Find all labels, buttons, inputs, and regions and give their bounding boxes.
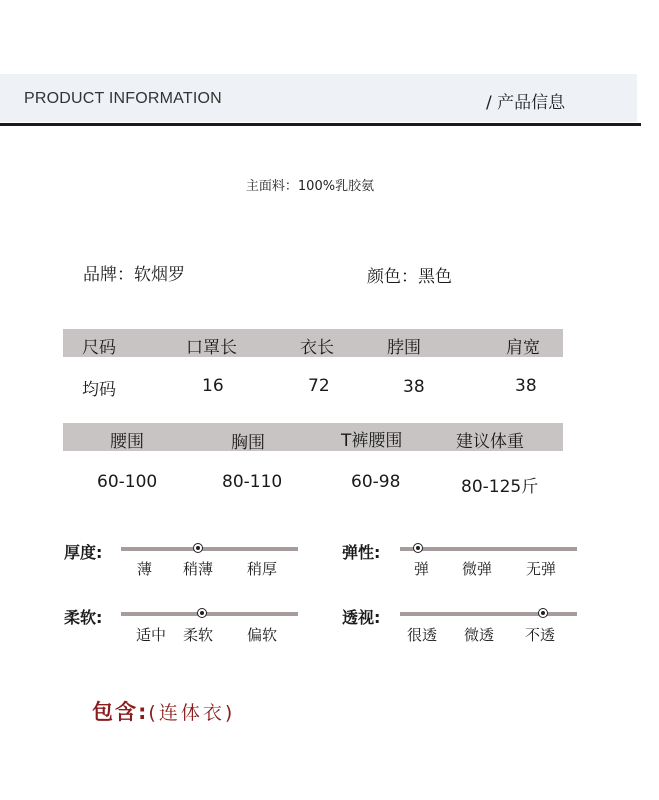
thickness-track xyxy=(121,547,298,551)
softness-option: 适中 xyxy=(136,626,167,644)
softness-marker xyxy=(197,608,207,618)
elasticity-option: 无弹 xyxy=(526,560,557,578)
thickness-option: 薄 xyxy=(137,560,153,578)
size-table-cell: 均码 xyxy=(82,380,116,400)
includes-value: (连体衣) xyxy=(148,702,236,724)
measure-table-cell: 60-100 xyxy=(97,472,158,492)
size-table-header-cell: 肩宽 xyxy=(506,338,540,358)
transparency-option: 很透 xyxy=(407,626,438,644)
size-table-cell: 72 xyxy=(308,376,330,396)
header-divider xyxy=(0,123,641,126)
material-text: 主面料：100%乳胶氨 xyxy=(245,179,375,194)
color-text: 颜色：黑色 xyxy=(367,267,452,287)
measure-table-cell: 80-110 xyxy=(222,472,283,492)
softness-label: 柔软: xyxy=(64,608,103,627)
softness-option: 柔软 xyxy=(183,626,214,644)
size-table-header-cell: 脖围 xyxy=(387,338,421,358)
elasticity-label: 弹性: xyxy=(342,543,381,562)
measure-table-cell: 80-125斤 xyxy=(461,477,539,497)
thickness-option: 稍薄 xyxy=(183,560,214,578)
thickness-option: 稍厚 xyxy=(247,560,278,578)
includes-label: 包含: xyxy=(92,700,149,724)
elasticity-option: 微弹 xyxy=(462,560,493,578)
transparency-track xyxy=(400,612,577,616)
elasticity-marker xyxy=(413,543,423,553)
softness-option: 偏软 xyxy=(247,626,278,644)
brand-text: 品牌：软烟罗 xyxy=(83,265,185,285)
header-title-en: PRODUCT INFORMATION xyxy=(24,90,222,107)
size-table-header-cell: 尺码 xyxy=(82,338,116,358)
softness-track xyxy=(121,612,298,616)
size-table-header-cell: 口罩长 xyxy=(186,338,237,358)
thickness-marker xyxy=(193,543,203,553)
transparency-option: 微透 xyxy=(464,626,495,644)
header-title-cn: / 产品信息 xyxy=(486,93,566,113)
elasticity-track xyxy=(400,547,577,551)
thickness-label: 厚度: xyxy=(64,543,103,562)
transparency-label: 透视: xyxy=(342,608,381,627)
measure-table-header-cell: 胸围 xyxy=(231,433,265,453)
transparency-option: 不透 xyxy=(525,626,556,644)
measure-table-cell: 60-98 xyxy=(351,472,401,492)
measure-table-header-cell: T裤腰围 xyxy=(341,431,403,451)
includes-text xyxy=(92,696,235,726)
size-table-cell: 16 xyxy=(202,376,224,396)
measure-table-header-cell: 建议体重 xyxy=(456,432,524,452)
elasticity-option: 弹 xyxy=(414,560,430,578)
size-table-cell: 38 xyxy=(403,377,425,397)
measure-table-header-cell: 腰围 xyxy=(110,432,144,452)
size-table-cell: 38 xyxy=(515,376,537,396)
transparency-marker xyxy=(538,608,548,618)
size-table-header-cell: 衣长 xyxy=(300,338,334,358)
